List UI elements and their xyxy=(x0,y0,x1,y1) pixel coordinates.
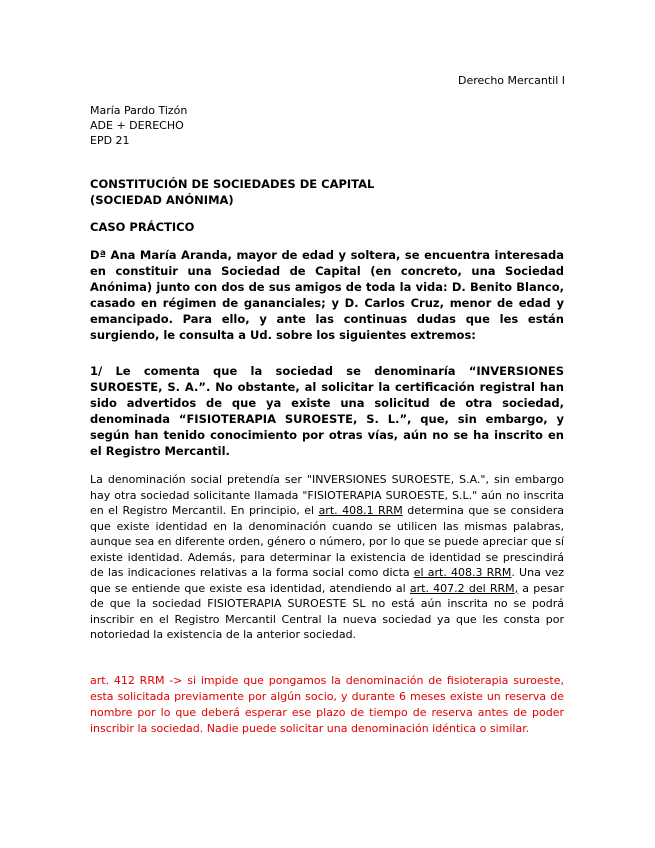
legal-reference-art-408-3: el art. 408.3 RRM xyxy=(413,566,512,579)
legal-reference-art-408-1: art. 408.1 RRM xyxy=(318,504,403,517)
course-header: Derecho Mercantil I xyxy=(458,74,565,87)
author-block xyxy=(90,103,187,148)
degree-label: ADE + DERECHO xyxy=(90,119,184,132)
legal-reference-art-407-2: art. 407.2 del RRM, xyxy=(409,581,519,595)
question-1-paragraph: 1/ Le comenta que la sociedad se denominaría “INVERSIONES SUROESTE, S. A.”. No obstante, al solicitar la certificación registral han sido advertidos de que ya existe una solicitud de otra sociedad, denominada “FISIOTERAPIA SUROESTE, S. L.”, que, sin embargo, y según han tenido conocimiento por otras vías, aún no se ha inscrito en el Registro Mercantil. xyxy=(90,364,564,458)
author-name: María Pardo Tizón xyxy=(90,104,188,117)
section-heading: CASO PRÁCTICO xyxy=(90,220,195,234)
answer-text-1: La denominación social pretendía ser "INVERSIONES SUROESTE, S.A.", sin embargo hay otra sociedad solicitante llamada "FISIOTERAPIA SUROESTE, S.L." aún no inscrita en el Registro Mercantil. En principio, el xyxy=(90,473,564,517)
answer-text-3: . Una vez que se entiende que existe esa identidad, atendiendo al xyxy=(90,566,565,595)
answer-text-2: determina que se considera que existe identidad en la denominación cuando se utilicen las mismas palabras, aunque sea en diferente orden, género o número, por lo que se puede apreciar que sí existe identidad. Además, para determinar la existencia de identidad se prescindirá de las indicaciones relativas a la forma social como dicta xyxy=(90,504,564,579)
document-title: CONSTITUCIÓN DE SOCIEDADES DE CAPITAL (SOCIEDAD ANÓNIMA) xyxy=(90,177,375,207)
case-intro-paragraph: Dª Ana María Aranda, mayor de edad y soltera, se encuentra interesada en constituir una Sociedad de Capital (en concreto, una Sociedad Anónima) junto con dos de sus amigos de toda la vida: D. Benito Blanco, casado en régimen de gananciales; y D. Carlos Cruz, menor de edad y emancipado. Para ello, y ante las continuas dudas que les están surgiendo, le consulta a Ud. sobre los siguientes extremos: xyxy=(90,248,564,342)
group-label: EPD 21 xyxy=(90,134,130,147)
answer-text-4: a pesar de que la sociedad FISIOTERAPIA SUROESTE SL no está aún inscrita no se podrá inscribir en el Registro Mercantil Central la nueva sociedad ya que les consta por notoriedad la existencia de la anterior sociedad. xyxy=(90,581,564,641)
answer-paragraph xyxy=(90,472,564,643)
red-note-paragraph: art. 412 RRM -> si impide que pongamos la denominación de fisioterapia suroeste, esta solicitada previamente por algún socio, y durante 6 meses existe un reserva de nombre por lo que deberá esperar ese plazo de tiempo de reserva antes de poder inscribir la sociedad. Nadie puede solicitar una denominación idéntica o similar. xyxy=(90,674,564,735)
